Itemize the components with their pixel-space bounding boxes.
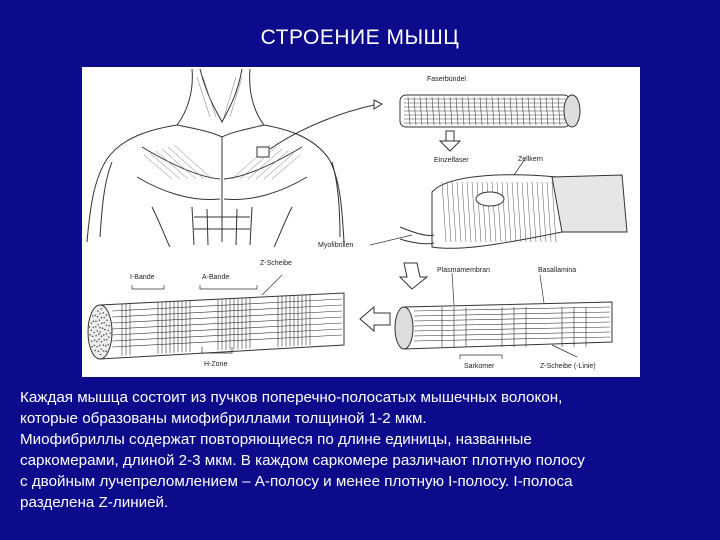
label-zellkern: Zellkern <box>518 156 543 163</box>
caption-line: с двойным лучепреломлением – A-полосу и менее плотную I-полосу. I-полоса <box>20 473 573 490</box>
cross-section-dot <box>110 332 112 334</box>
cross-section-dot <box>93 320 95 322</box>
cross-section-dot <box>106 319 108 321</box>
cross-section-dot <box>101 317 103 319</box>
cross-section-dot <box>99 313 101 315</box>
label-plasmamembran: Plasmamembran <box>437 267 490 274</box>
slide-title: СТРОЕНИЕ МЫШЦ <box>260 26 460 49</box>
cross-section-dot <box>94 345 96 347</box>
cross-section-dot <box>106 339 108 341</box>
caption-line: Каждая мышца состоит из пучков поперечно-полосатых мышечных волокон, <box>20 389 563 406</box>
cross-section-dot <box>95 326 97 328</box>
caption-line: которые образованы миофибриллами толщиной 1-2 мкм. <box>20 410 427 427</box>
cross-section-dot <box>97 316 99 318</box>
highlight-marker <box>257 147 269 157</box>
fiber-bundle <box>400 95 580 127</box>
cross-section-dot <box>101 341 103 343</box>
cross-section-dot <box>103 317 105 319</box>
label-h-zone: H-Zone <box>204 361 228 368</box>
cross-section-dot <box>107 344 109 346</box>
cross-section-dot <box>95 335 97 337</box>
label-sarkomer: Sarkomer <box>464 363 495 370</box>
cross-section-dot <box>106 333 108 335</box>
torso-illustration <box>87 69 344 247</box>
cross-section-dot <box>96 346 98 348</box>
cross-section-dot <box>101 322 103 324</box>
cross-section-dot <box>103 322 105 324</box>
cross-section-dot <box>96 341 98 343</box>
cross-section-dot <box>98 350 100 352</box>
cross-section-dot <box>94 339 96 341</box>
cross-section-dot <box>94 350 96 352</box>
cross-section-dot <box>93 327 95 329</box>
cross-section-dot <box>93 332 95 334</box>
cross-section-dot <box>108 336 110 338</box>
cross-section-dot <box>106 314 108 316</box>
myofibril-right <box>395 302 612 349</box>
cross-section-dot <box>103 334 105 336</box>
cross-section-dot <box>96 330 98 332</box>
cross-section-dot <box>99 345 101 347</box>
cross-section-dot <box>97 310 99 312</box>
cross-section-dot <box>98 319 100 321</box>
cross-section-dot <box>103 339 105 341</box>
cross-section-dot <box>95 321 97 323</box>
cross-section-dot <box>105 345 107 347</box>
cross-section-dot <box>101 335 103 337</box>
muscle-diagram <box>82 67 640 377</box>
down-arrow-2 <box>400 263 427 289</box>
cross-section-dot <box>101 348 103 350</box>
cross-section-dot <box>91 346 93 348</box>
cross-section-dot <box>97 324 99 326</box>
cross-section-dot <box>89 326 91 328</box>
cross-section-dot <box>108 325 110 327</box>
label-i-bande: I-Bande <box>130 274 155 281</box>
cross-section-dot <box>99 327 101 329</box>
label-einzelfaser: Einzelfaser <box>434 157 469 164</box>
label-z-scheibe-linie: Z-Scheibe (-Linie) <box>540 363 596 370</box>
label-myofibrillen: Myofibrillen <box>318 242 354 249</box>
muscle-structure-figure <box>82 67 640 377</box>
cross-section-dot <box>103 344 105 346</box>
cross-section-dot <box>89 334 91 336</box>
caption-text <box>20 387 698 513</box>
left-arrow <box>360 307 390 331</box>
sarcomere-left <box>88 293 344 359</box>
cross-section-dot <box>94 315 96 317</box>
cross-section-dot <box>91 322 93 324</box>
label-a-bande: A-Bande <box>202 274 230 281</box>
down-arrow-1 <box>440 131 460 151</box>
label-basallamina: Basallamina <box>538 267 577 274</box>
cross-section-dot <box>105 350 107 352</box>
cross-section-dot <box>99 331 101 333</box>
cross-section-dot <box>91 341 93 343</box>
cross-section-dot <box>101 308 103 310</box>
cross-section-dot <box>98 338 100 340</box>
arrow-to-bundle <box>270 105 374 149</box>
single-fiber <box>400 175 627 249</box>
caption-line: Миофибриллы содержат повторяющиеся по длине единицы, названные <box>20 431 532 448</box>
cross-section-dot <box>103 350 105 352</box>
label-faserbuendel: Faserbündel <box>427 76 466 83</box>
caption-line: разделена Z-линией. <box>20 494 169 511</box>
cross-section-dot <box>104 329 106 331</box>
cross-section-dot <box>107 330 109 332</box>
arrow-to-bundle-head <box>374 100 382 109</box>
cross-section-dot <box>106 325 108 327</box>
cross-section-dot <box>102 312 104 314</box>
cross-section-dot <box>100 354 102 356</box>
cross-section-dot <box>92 336 94 338</box>
cross-section-dot <box>92 315 94 317</box>
cross-section-dot <box>98 333 100 335</box>
label-z-scheibe: Z-Scheibe <box>260 260 292 267</box>
cross-section-dot <box>102 327 104 329</box>
caption-line: саркомерами, длиной 2-3 мкм. В каждом саркомере различают плотную полосу <box>20 452 585 469</box>
cross-section-dot <box>91 330 93 332</box>
